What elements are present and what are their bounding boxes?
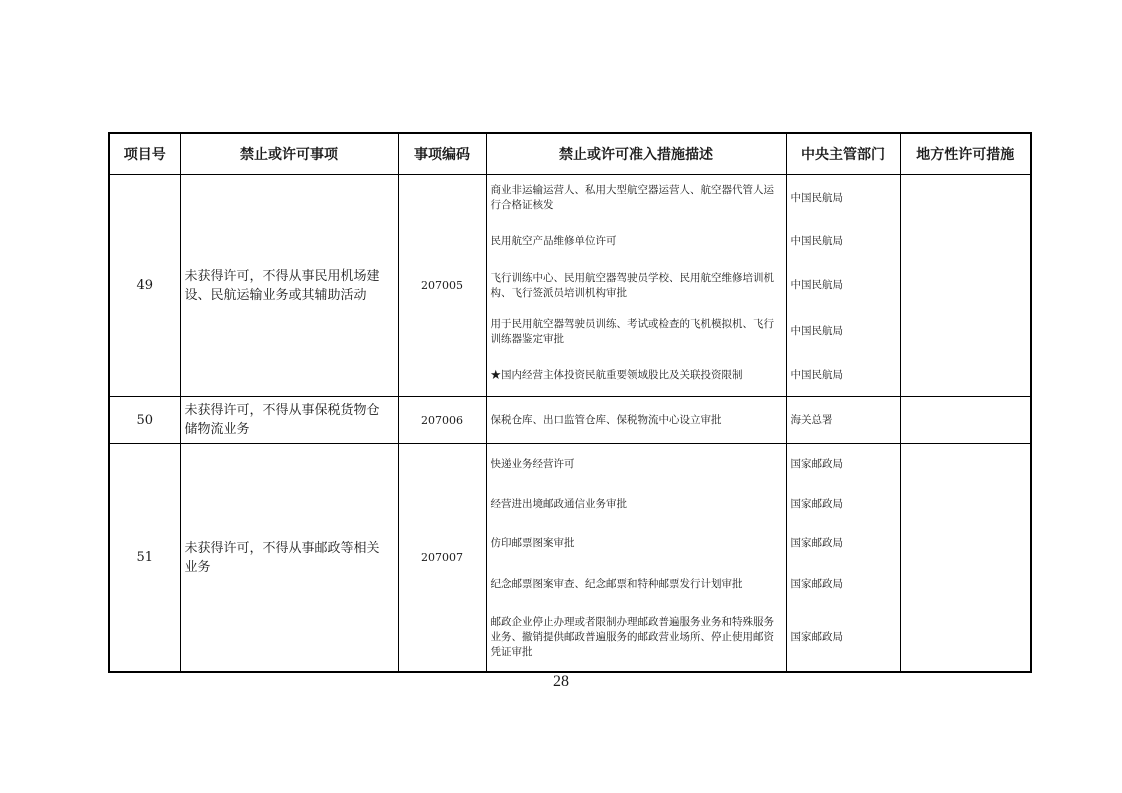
central-department: 国家邮政局 bbox=[790, 497, 843, 510]
central-department: 国家邮政局 bbox=[790, 458, 843, 470]
measure-description: 商业非运输运营人、私用大型航空器运营人、航空器代管人运行合格证核发 bbox=[490, 184, 774, 211]
item-number: 49 bbox=[109, 175, 180, 397]
header-item-matter: 禁止或许可事项 bbox=[180, 133, 398, 175]
header-local-measures: 地方性许可措施 bbox=[900, 133, 1031, 175]
central-department: 国家邮政局 bbox=[790, 537, 843, 549]
item-code: 207007 bbox=[398, 444, 486, 673]
central-department: 国家邮政局 bbox=[790, 577, 843, 590]
table-body bbox=[109, 175, 1031, 673]
central-department: 中国民航局 bbox=[790, 325, 843, 337]
central-department: 中国民航局 bbox=[790, 368, 843, 381]
item-matter: 未获得许可，不得从事民用机场建设、民航运输业务或其辅助活动 bbox=[180, 175, 398, 397]
table-row bbox=[109, 175, 1031, 397]
item-matter: 未获得许可，不得从事保税货物仓储物流业务 bbox=[180, 397, 398, 444]
measure-description: 仿印邮票图案审批 bbox=[490, 537, 575, 549]
header-row bbox=[109, 133, 1031, 175]
table-row bbox=[109, 444, 1031, 673]
department-list bbox=[787, 444, 900, 671]
department-list bbox=[787, 397, 900, 443]
header-central-department: 中央主管部门 bbox=[786, 133, 900, 175]
header-item-number: 项目号 bbox=[109, 133, 180, 175]
item-code: 207006 bbox=[398, 397, 486, 444]
measure-description: ★国内经营主体投资民航重要领域股比及关联投资限制 bbox=[490, 368, 743, 381]
item-matter: 未获得许可，不得从事邮政等相关业务 bbox=[180, 444, 398, 673]
central-department: 中国民航局 bbox=[790, 191, 843, 204]
measure-description-cell bbox=[486, 397, 786, 444]
department-list bbox=[787, 175, 900, 396]
local-measures bbox=[900, 175, 1031, 397]
measure-description: 用于民用航空器驾驶员训练、考试或检查的飞机模拟机、飞行训练器鉴定审批 bbox=[490, 317, 774, 345]
central-department: 中国民航局 bbox=[790, 235, 843, 247]
permit-table bbox=[108, 132, 1032, 673]
measure-list bbox=[487, 444, 786, 671]
central-department: 国家邮政局 bbox=[790, 631, 843, 643]
measure-description: 保税仓库、出口监管仓库、保税物流中心设立审批 bbox=[490, 413, 722, 426]
central-department-cell bbox=[786, 444, 900, 673]
measure-description-cell bbox=[486, 444, 786, 673]
measure-list bbox=[487, 397, 786, 443]
measure-description: 民用航空产品维修单位许可 bbox=[490, 235, 617, 247]
item-code: 207005 bbox=[398, 175, 486, 397]
page-number: 28 bbox=[553, 673, 569, 690]
header-item-code: 事项编码 bbox=[398, 133, 486, 175]
measure-description-cell bbox=[486, 175, 786, 397]
central-department: 海关总署 bbox=[790, 413, 833, 426]
central-department: 中国民航局 bbox=[790, 279, 843, 291]
measure-description: 经营进出境邮政通信业务审批 bbox=[490, 497, 627, 510]
measure-description: 邮政企业停止办理或者限制办理邮政普遍服务业务和特殊服务业务、撤销提供邮政普遍服务的邮政营业场所、停止使用邮资凭证审批 bbox=[490, 616, 774, 658]
local-measures bbox=[900, 397, 1031, 444]
item-number: 50 bbox=[109, 397, 180, 444]
measure-description: 飞行训练中心、民用航空器驾驶员学校、民用航空维修培训机构、飞行签派员培训机构审批 bbox=[490, 271, 774, 299]
header-measure-description: 禁止或许可准入措施描述 bbox=[486, 133, 786, 175]
central-department-cell bbox=[786, 175, 900, 397]
measure-list bbox=[487, 175, 786, 396]
measure-description: 纪念邮票图案审查、纪念邮票和特种邮票发行计划审批 bbox=[490, 577, 743, 590]
local-measures bbox=[900, 444, 1031, 673]
central-department-cell bbox=[786, 397, 900, 444]
item-number: 51 bbox=[109, 444, 180, 673]
measure-description: 快递业务经营许可 bbox=[490, 458, 575, 470]
table-row bbox=[109, 397, 1031, 444]
